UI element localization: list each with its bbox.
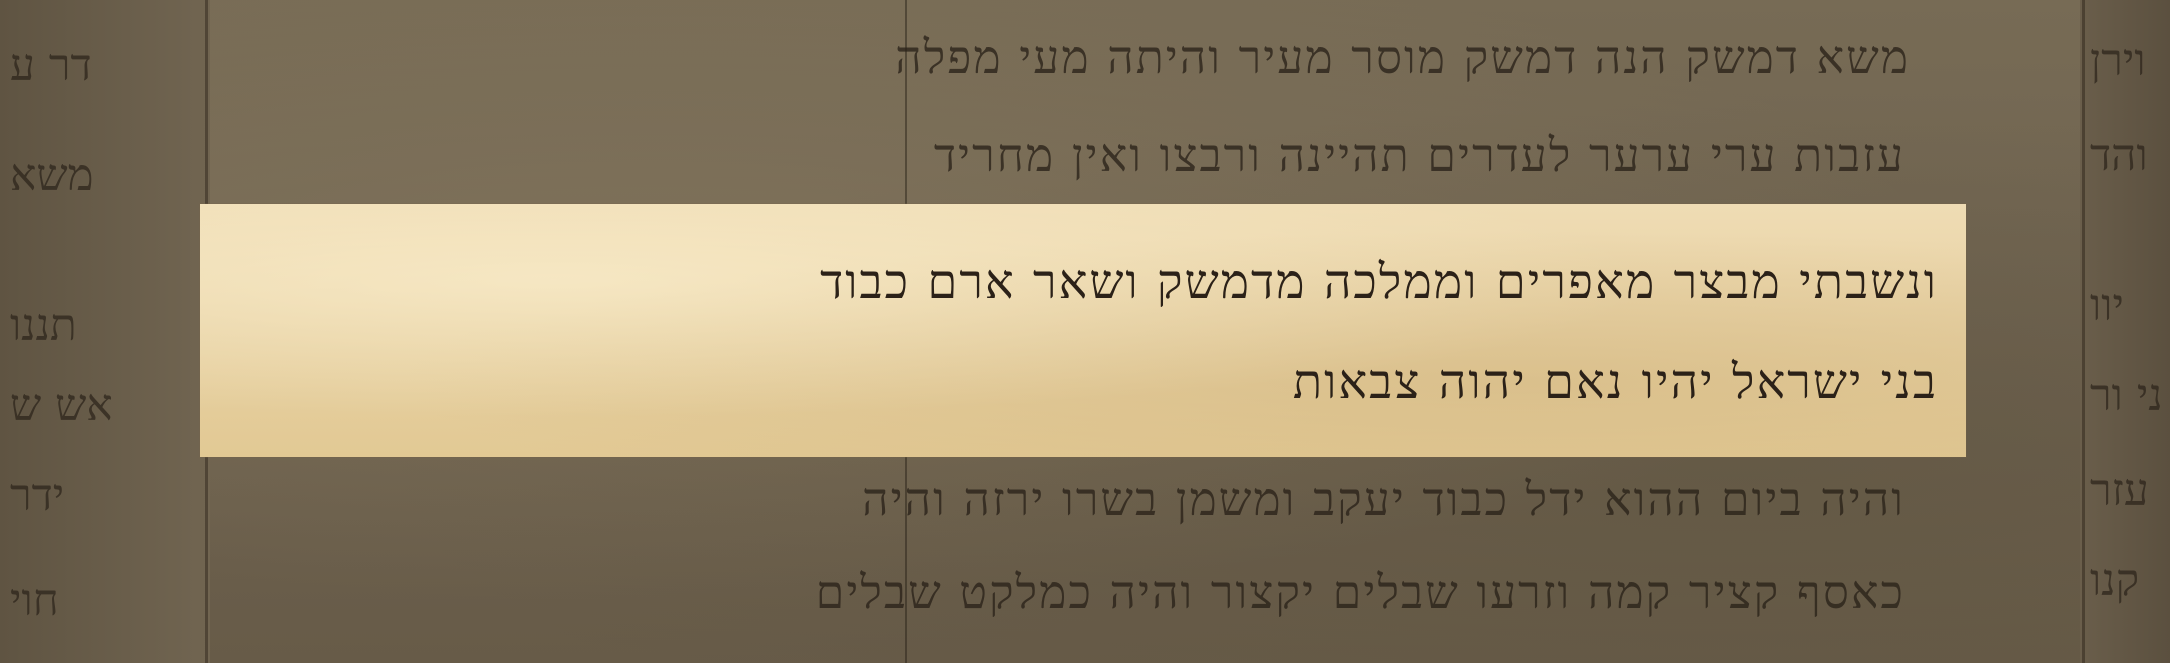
highlight-line: ונשבתי מבצר מאפרים וממלכה מדמשק ושאר ארם כבוד [820, 254, 1938, 310]
left-margin-line: אש ש [10, 380, 113, 431]
right-margin-line: יוו [2090, 280, 2125, 331]
left-margin-line: דר ע [10, 40, 92, 91]
right-margin-line: וירן [2090, 35, 2146, 86]
left-margin-line: תננו [10, 300, 77, 351]
left-margin-line: ידר [10, 470, 65, 521]
scroll-text-line: והיה ביום ההוא ידל כבוד יעקב ומשמן בשרו ירזה והיה [862, 472, 1905, 526]
right-margin-line: עזר [2090, 465, 2149, 516]
right-margin-line: קנו [2090, 555, 2140, 606]
highlight-line: בני ישראל יהיו נאם יהוה צבאות [1292, 354, 1938, 410]
scroll-text-line: עזבות ערי ערער לעדרים תהיינה ורבצו ואין מחריד [933, 128, 1905, 182]
left-margin-line: משא [10, 150, 94, 201]
left-margin-line: חוי [10, 575, 59, 626]
right-margin-line: ני ור [2090, 370, 2163, 421]
right-seam [2082, 0, 2085, 663]
scroll-text-line: כאסף קציר קמה וזרעו שבלים יקצור והיה כמלקט שבלים [815, 565, 1905, 619]
scroll-text-line: משא דמשק הנה דמשק מוסר מעיר והיתה מעי מפלה [895, 30, 1910, 84]
right-margin-line: והד [2090, 130, 2148, 181]
highlighted-passage [200, 204, 1966, 457]
